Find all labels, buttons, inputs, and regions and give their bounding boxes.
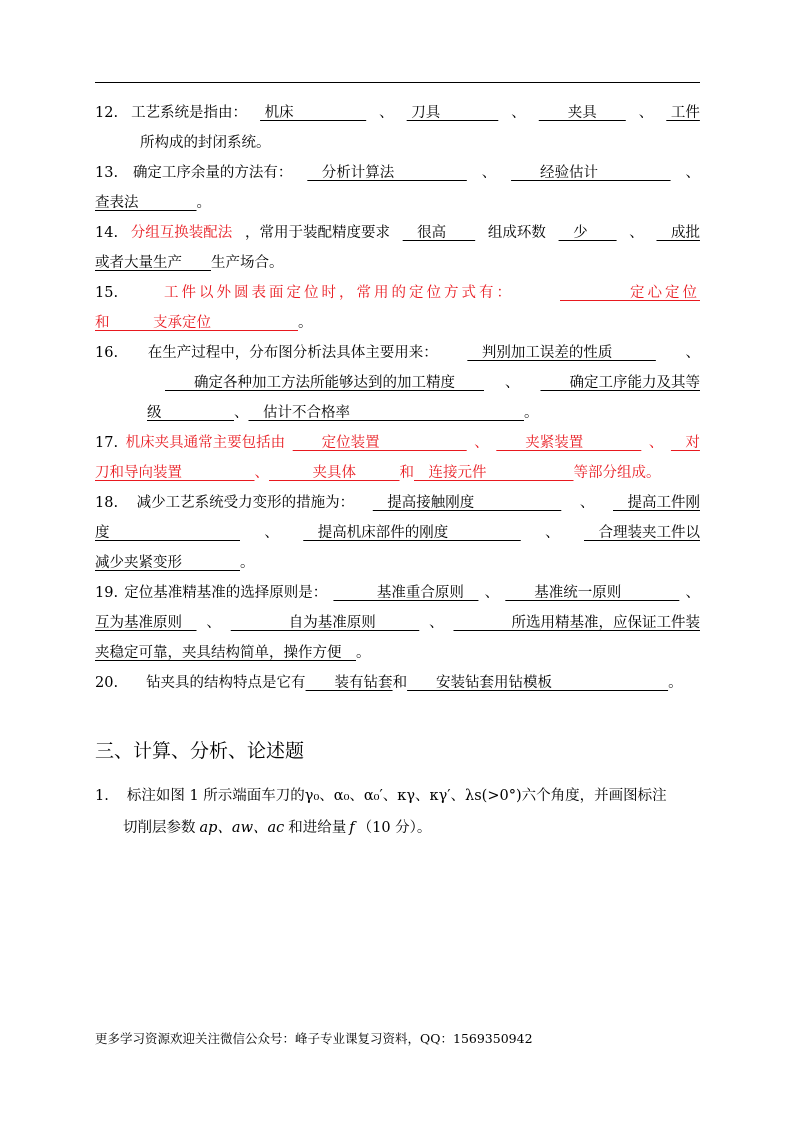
q17-sep-2: 、	[648, 435, 664, 451]
q19-sep-2: 、	[685, 585, 700, 601]
q13-number: 13.	[95, 165, 119, 181]
q20-number: 20.	[95, 675, 119, 691]
q15-number: 15.	[95, 285, 119, 301]
q14-text-2: 组成环数	[487, 225, 546, 241]
q16-line1	[95, 338, 700, 368]
q17-answer-6: 连接元件	[414, 465, 574, 481]
problem-1	[95, 780, 700, 844]
q13-answer-1: 分析计算法	[307, 165, 467, 181]
q16-answer-3: 确定工序能力及其等	[540, 375, 700, 391]
q18-answer-2: 提高工件刚	[613, 495, 700, 511]
q12-line2	[95, 128, 700, 158]
q16-answer-5: 估计不合格率	[248, 405, 524, 421]
q17-prefix: 机床夹具通常主要包括由	[125, 435, 286, 451]
q12-answer-2: 刀具	[406, 105, 499, 121]
q18-answer-4: 提高机床部件的刚度	[303, 525, 521, 541]
q15-prefix: 工件以外圆表面定位时，常用的定位方式有：	[164, 285, 515, 301]
q19-answer-2: 基准统一原则	[505, 585, 680, 601]
q18-answer-5: 合理装夹工件以	[584, 525, 700, 541]
q14-line2	[95, 248, 700, 278]
q13-sep-1: 、	[481, 165, 497, 181]
q12-continuation: 所构成的封闭系统。	[140, 135, 271, 151]
q12-answer-3: 夹具	[538, 105, 626, 121]
q13-answer-3: 查表法	[95, 195, 197, 211]
q13-line2	[95, 188, 700, 218]
q16-prefix: 在生产过程中，分布图分析法具体主要用来：	[147, 345, 438, 361]
q18-line2	[95, 518, 700, 548]
problem-1-text-2: 六个角度，并画图标注	[521, 788, 667, 804]
q20-prefix: 钻夹具的结构特点是它有	[146, 675, 306, 691]
q18-sep-3: 、	[545, 525, 560, 541]
q19-prefix: 定位基准精基准的选择原则是：	[124, 585, 328, 601]
q14-text-3: 、	[629, 225, 644, 241]
fill-in-questions	[95, 98, 700, 698]
q20-line1	[95, 668, 700, 698]
q13-line1	[95, 158, 700, 188]
q16-answer-1: 判别加工误差的性质	[467, 345, 656, 361]
footer-note: 更多学习资源欢迎关注微信公众号：峰子专业课复习资料，QQ：1569350942	[95, 1031, 533, 1046]
q15-line2	[95, 308, 700, 338]
q18-line3	[95, 548, 700, 578]
q14-answer-4: 或者大量生产	[95, 255, 211, 271]
q15-end: 。	[298, 315, 313, 331]
q16-sep-3: 、	[234, 405, 249, 421]
q16-line2	[95, 368, 700, 398]
q17-answer-1: 定位装置	[292, 435, 467, 451]
q12-sep-1: 、	[379, 105, 394, 121]
q20-end: 。	[668, 675, 683, 691]
problem-1-params: ap、aw、ac	[199, 820, 285, 836]
q13-answer-2: 经验估计	[511, 165, 671, 181]
q17-answer-5: 夹具体	[269, 465, 400, 481]
q15-line1	[95, 278, 700, 308]
q19-answer-3: 互为基准原则	[95, 615, 197, 631]
q17-sep-3: 、	[254, 465, 269, 481]
problem-1-angle-symbols: γ₀、α₀、α₀′、κγ、κγ′、λs(>0°)	[304, 788, 522, 804]
q19-sep-1: 、	[484, 585, 500, 601]
q17-answer-2: 夹紧装置	[496, 435, 642, 451]
q20-answer-2: 安装钻套用钻模板	[407, 675, 669, 691]
q17-line1	[95, 428, 700, 458]
q18-sep-1: 、	[579, 495, 595, 511]
q16-end: 。	[524, 405, 539, 421]
q12-prefix: 工艺系统是指由：	[131, 105, 248, 121]
q17-number: 17.	[95, 435, 119, 451]
q15-answer-3: 支承定位	[109, 315, 298, 331]
q12-sep-2: 、	[511, 105, 526, 121]
q19-answer-5: 所选用精基准，应保证工件装	[453, 615, 700, 631]
q17-text-1: 和	[399, 465, 414, 481]
q17-sep-1: 、	[474, 435, 489, 451]
q14-number: 14.	[95, 225, 119, 241]
q16-number: 16.	[95, 345, 119, 361]
q14-red-term: 分组互换装配法	[130, 225, 233, 241]
q19-number: 19.	[95, 585, 119, 601]
q15-answer-2: 和	[95, 315, 110, 331]
q20-text-1: 和	[392, 675, 408, 691]
q20-answer-1: 装有钻套	[305, 675, 393, 691]
q16-answer-2: 确定各种加工方法所能够达到的加工精度	[165, 375, 484, 391]
q19-sep-3: 、	[206, 615, 221, 631]
q15-answer-1: 定心定位	[560, 285, 700, 301]
section-heading: 三、计算、分析、论述题	[95, 740, 305, 762]
q12-sep-3: 、	[638, 105, 654, 121]
q13-prefix: 确定工序余量的方法有：	[132, 165, 293, 181]
problem-1-text-4: 和进给量	[288, 820, 347, 836]
q18-answer-3: 度	[95, 525, 240, 541]
problem-1-text-1: 标注如图 1 所示端面车刀的	[126, 788, 305, 804]
problem-1-text-3: 切削层参数	[123, 820, 196, 836]
q19-answer-4: 自为基准原则	[230, 615, 420, 631]
q14-text-4: 生产场合。	[211, 255, 284, 271]
q16-answer-4: 级	[147, 405, 234, 421]
q17-answer-3: 对	[670, 435, 700, 451]
q14-text-1: ，常用于装配精度要求	[244, 225, 390, 241]
q12-answer-1: 机床	[260, 105, 367, 121]
q19-line2	[95, 608, 700, 638]
q18-prefix: 减少工艺系统受力变形的措施为：	[136, 495, 355, 511]
q18-line1	[95, 488, 700, 518]
q19-answer-6: 夹稳定可靠，夹具结构简单，操作方便	[95, 645, 356, 661]
q19-end: 。	[356, 645, 371, 661]
q16-sep-1: 、	[685, 345, 700, 361]
q18-answer-1: 提高接触刚度	[372, 495, 562, 511]
problem-1-line1	[95, 780, 700, 812]
q17-line2	[95, 458, 700, 488]
q13-sep-2: 、	[685, 165, 700, 181]
q12-answer-4: 工件	[666, 105, 700, 121]
q19-sep-4: 、	[429, 615, 444, 631]
q14-answer-2: 少	[558, 225, 617, 241]
q19-line1	[95, 578, 700, 608]
q14-line1	[95, 218, 700, 248]
problem-1-number: 1.	[95, 788, 109, 804]
q17-answer-4: 刀和导向装置	[95, 465, 255, 481]
problem-1-line2	[95, 812, 700, 844]
q18-answer-6: 减少夹紧变形	[95, 555, 240, 571]
q16-line3	[95, 398, 700, 428]
q12-number: 12.	[95, 105, 119, 121]
q19-answer-1: 基准重合原则	[333, 585, 479, 601]
q18-sep-2: 、	[264, 525, 279, 541]
q17-end: 等部分组成。	[573, 465, 661, 481]
q14-answer-1: 很高	[402, 225, 476, 241]
q12-line1	[95, 98, 700, 128]
problem-1-text-5: （10 分）。	[357, 820, 432, 836]
q16-sep-2: 、	[505, 375, 520, 391]
q18-number: 18.	[95, 495, 119, 511]
q19-line3	[95, 638, 700, 668]
q18-end: 。	[240, 555, 255, 571]
header-rule	[95, 82, 700, 83]
problem-1-feed-symbol: f	[349, 820, 355, 836]
q13-end: 。	[196, 195, 211, 211]
q14-answer-3: 成批	[656, 225, 700, 241]
